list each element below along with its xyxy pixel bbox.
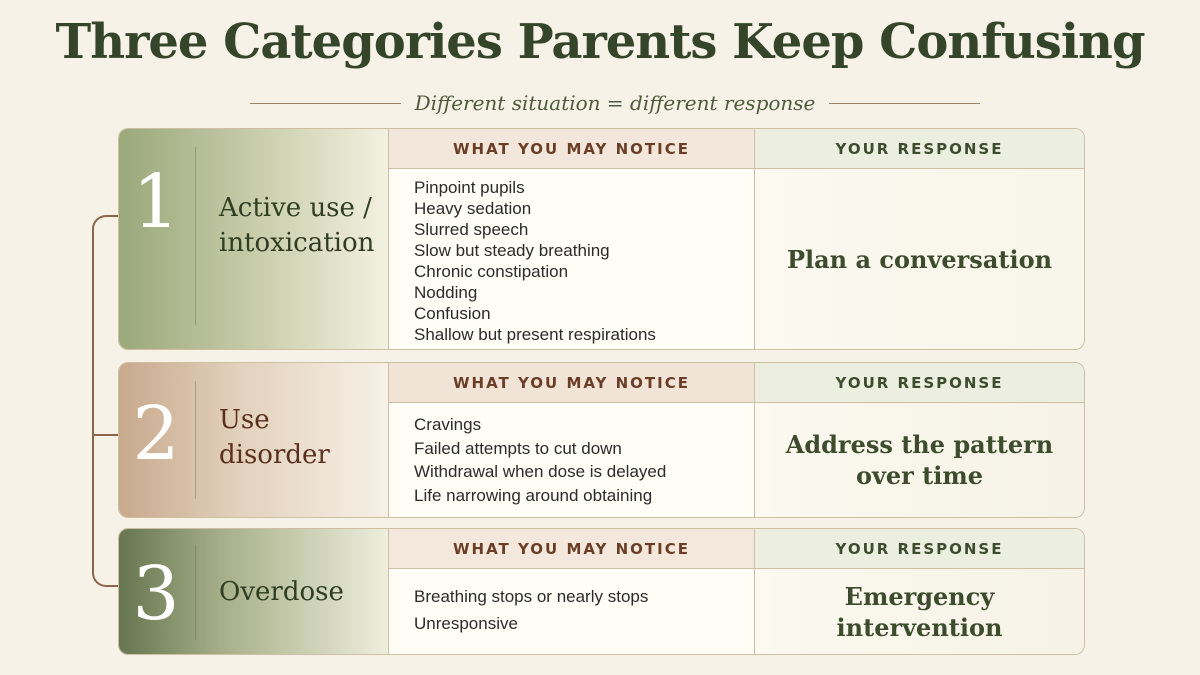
category-cell — [119, 129, 389, 349]
list-item: Slurred speech — [414, 220, 529, 239]
response-header: YOUR RESPONSE — [755, 363, 1084, 403]
notice-header: WHAT YOU MAY NOTICE — [389, 529, 754, 569]
page-title: Three Categories Parents Keep Confusing — [55, 14, 1145, 70]
signs-list — [389, 169, 754, 345]
list-item: Confusion — [414, 304, 491, 323]
category-label: Use disorder — [219, 405, 330, 470]
response-text: Address the pattern over time — [755, 403, 1084, 517]
response-column — [755, 529, 1084, 654]
response-column — [755, 129, 1084, 349]
subtitle-block — [250, 88, 980, 118]
signs-list — [389, 403, 754, 507]
subtitle-rule-left — [250, 103, 401, 104]
list-item: Shallow but present respirations — [414, 325, 656, 344]
list-item: Failed attempts to cut down — [414, 438, 622, 458]
category-row-use-disorder — [118, 362, 1085, 518]
list-item: Heavy sedation — [414, 199, 532, 218]
notice-column — [389, 363, 755, 517]
category-row-active-use — [118, 128, 1085, 350]
list-item: Cravings — [414, 415, 482, 434]
list-item: Life narrowing around obtaining — [414, 485, 653, 505]
category-connector-bracket — [92, 215, 118, 587]
category-divider — [195, 545, 196, 640]
signs-list — [389, 569, 754, 637]
category-divider — [195, 381, 196, 499]
category-number: 2 — [132, 391, 180, 477]
category-cell — [119, 363, 389, 517]
list-item: Unresponsive — [414, 614, 518, 633]
category-connector-branch — [92, 434, 118, 436]
category-cell — [119, 529, 389, 654]
notice-column — [389, 529, 755, 654]
list-item: Slow but steady breathing — [414, 241, 610, 260]
category-number: 3 — [132, 551, 180, 637]
response-column — [755, 363, 1084, 517]
response-header: YOUR RESPONSE — [755, 529, 1084, 569]
response-text: Plan a conversation — [755, 169, 1084, 349]
notice-header: WHAT YOU MAY NOTICE — [389, 129, 754, 169]
subtitle: Different situation = different response — [414, 91, 816, 115]
list-item: Withdrawal when dose is delayed — [414, 462, 667, 481]
list-item: Pinpoint pupils — [414, 178, 525, 197]
category-divider — [195, 147, 196, 325]
category-number: 1 — [132, 159, 180, 245]
list-item: Chronic constipation — [414, 262, 569, 281]
subtitle-rule-right — [829, 103, 980, 104]
response-header: YOUR RESPONSE — [755, 129, 1084, 169]
list-item: Nodding — [414, 283, 478, 302]
category-label: Overdose — [219, 577, 344, 607]
category-label: Active use / intoxication — [219, 193, 375, 258]
notice-column — [389, 129, 755, 349]
notice-header: WHAT YOU MAY NOTICE — [389, 363, 754, 403]
list-item: Breathing stops or nearly stops — [414, 587, 649, 606]
category-row-overdose — [118, 528, 1085, 655]
response-text: Emergency intervention — [755, 569, 1084, 654]
